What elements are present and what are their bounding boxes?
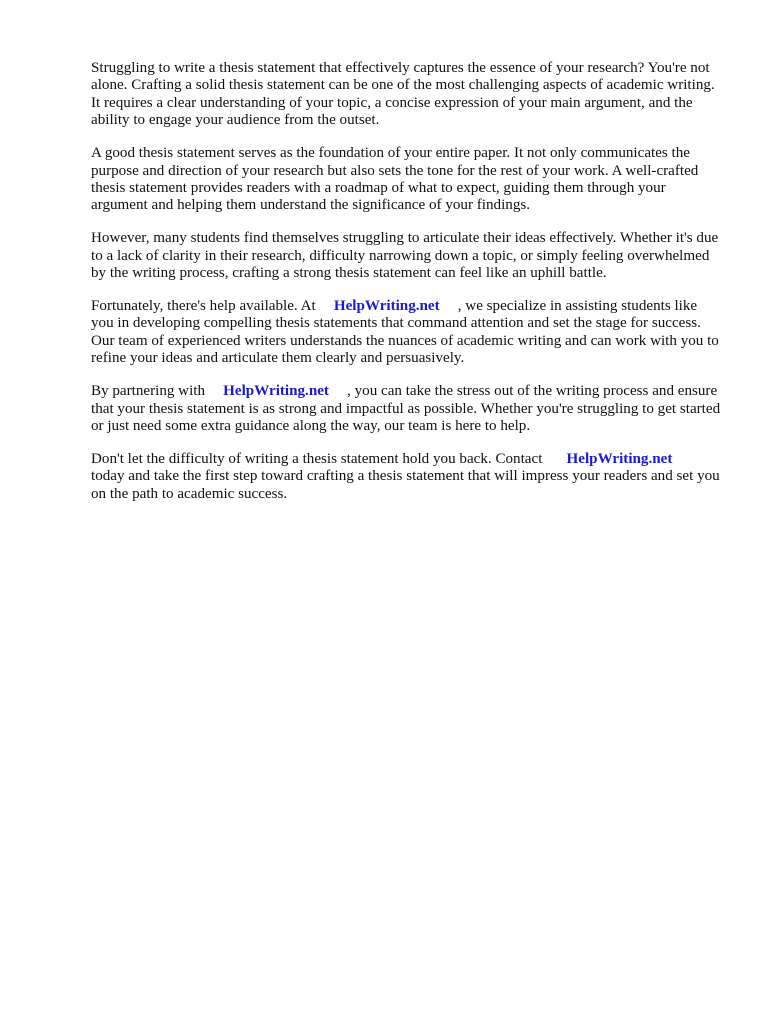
- paragraph-foundation: A good thesis statement serves as the foundation of your entire paper. It not only communicates the purpose and direction of your research but also sets the tone for the rest of your work. A well-crafted thesis statement provides readers with a roadmap of what to expect, guiding them through your argument and helping them understand the significance of your findings.: [91, 145, 699, 214]
- helpwriting-link[interactable]: HelpWriting.net: [566, 450, 673, 467]
- paragraph-text-after: today and take the first step toward crafting a thesis statement that will impress your readers and set you on the path to academic success.: [91, 468, 720, 502]
- paragraph-struggles: However, many students find themselves struggling to articulate their ideas effectively. Whether it's due to a lack of clarity in their research, difficulty narrowing down a topic, or simply feeling overwhelmed by the writing process, crafting a strong thesis statement can feel like an uphill battle.: [91, 230, 719, 282]
- paragraph-text-before: Don't let the difficulty of writing a thesis statement hold you back. Contact: [91, 450, 543, 467]
- document-page: [91, 60, 721, 519]
- helpwriting-link[interactable]: HelpWriting.net: [333, 297, 440, 314]
- paragraph-intro: Struggling to write a thesis statement that effectively captures the essence of your research? You're not alone. Crafting a solid thesis statement can be one of the most challenging aspects of academic writing. It requires a clear understanding of your topic, a concise expression of your main argument, and the ability to engage your audience from the outset.: [91, 60, 715, 129]
- helpwriting-link[interactable]: HelpWriting.net: [223, 383, 329, 400]
- paragraph-partnering: [91, 383, 721, 435]
- paragraph-help-available: [91, 298, 721, 368]
- paragraph-text-before: Fortunately, there's help available. At: [91, 297, 316, 314]
- paragraph-contact: [91, 451, 721, 503]
- paragraph-text-before: By partnering with: [91, 383, 206, 400]
- paragraph-text-after: , you can take the stress out of the writing process and ensure that your thesis statement is as strong and impactful as possible. Whether you're struggling to get started or just need some extra guidance along the way, our team is here to help.: [91, 383, 721, 434]
- paragraph-text-after: , we specialize in assisting students like you in developing compelling thesis statements that command attention and set the stage for success. Our team of experienced writers understands the nuances of academic writing and can work with you to refine your ideas and articulate them clearly and persuasively.: [91, 297, 719, 367]
